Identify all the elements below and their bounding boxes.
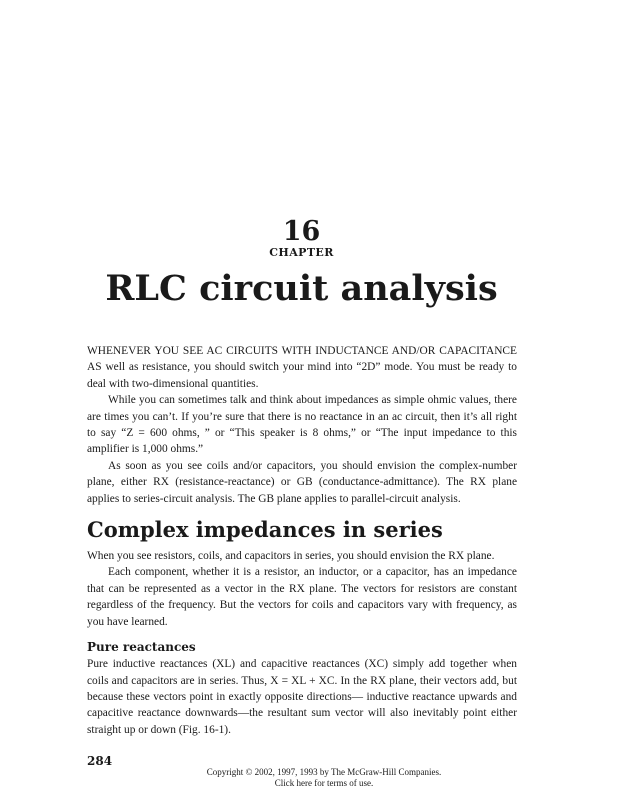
- subsection-heading-pure-reactances: Pure reactances: [87, 640, 196, 655]
- section-heading-complex-impedances: Complex impedances in series: [87, 517, 443, 543]
- chapter-label: CHAPTER: [269, 246, 334, 259]
- intro-paragraph-2: While you can sometimes talk and think about impedances as simple ohmic values, there are times you can’t. If you’re sure that there is no reactance in an ac circuit, then it’s all right to say “Z = 600 ohms, ” or “This speaker is 8 ohms,” or “The input impedance to this amplifier is 1,000 ohms.”: [87, 394, 517, 456]
- footer: [0, 767, 627, 789]
- body-text: [87, 343, 517, 738]
- section1-paragraph-2: Each component, whether it is a resistor, an inductor, or a capacitor, has an impedance that can be represented as a vector in the RX plane. The vectors for resistors are constant regardless of the frequency. But the vectors for coils and capacitors vary with frequency, as you have learned.: [87, 566, 517, 628]
- section1-paragraph-1: When you see resistors, coils, and capacitors in series, you should envision the RX plane.: [87, 550, 495, 563]
- page-number: 284: [87, 754, 113, 768]
- intro-paragraph-1: WHENEVER YOU SEE AC CIRCUITS WITH INDUCTANCE AND/OR CAPACITANCE AS well as resistance, you should switch your mind into “2D” mode. You must be ready to deal with two-dimensional quantities.: [87, 345, 517, 390]
- chapter-title: RLC circuit analysis: [105, 268, 498, 309]
- copyright-notice: Copyright © 2002, 1997, 1993 by The McGraw-Hill Companies.: [206, 767, 442, 777]
- chapter-number: 16: [282, 216, 321, 247]
- terms-of-use-link[interactable]: Click here for terms of use.: [274, 778, 374, 788]
- section2-paragraph: Pure inductive reactances (XL) and capacitive reactances (XC) simply add together when coils and capacitors are in series. Thus, X = XL + XC. In the RX plane, their vectors add, but because these vectors point in exactly opposite directions— inductive reactance upwards and capacitive reactance downwards—the resultant sum vector will also inevitably point either straight up or down (Fig. 16-1).: [87, 658, 517, 736]
- intro-paragraph-3: As soon as you see coils and/or capacitors, you should envision the complex-number plane, either RX (resistance-reactance) or GB (conductance-admittance). The RX plane applies to series-circuit analysis. The GB plane applies to parallel-circuit analysis.: [87, 459, 517, 505]
